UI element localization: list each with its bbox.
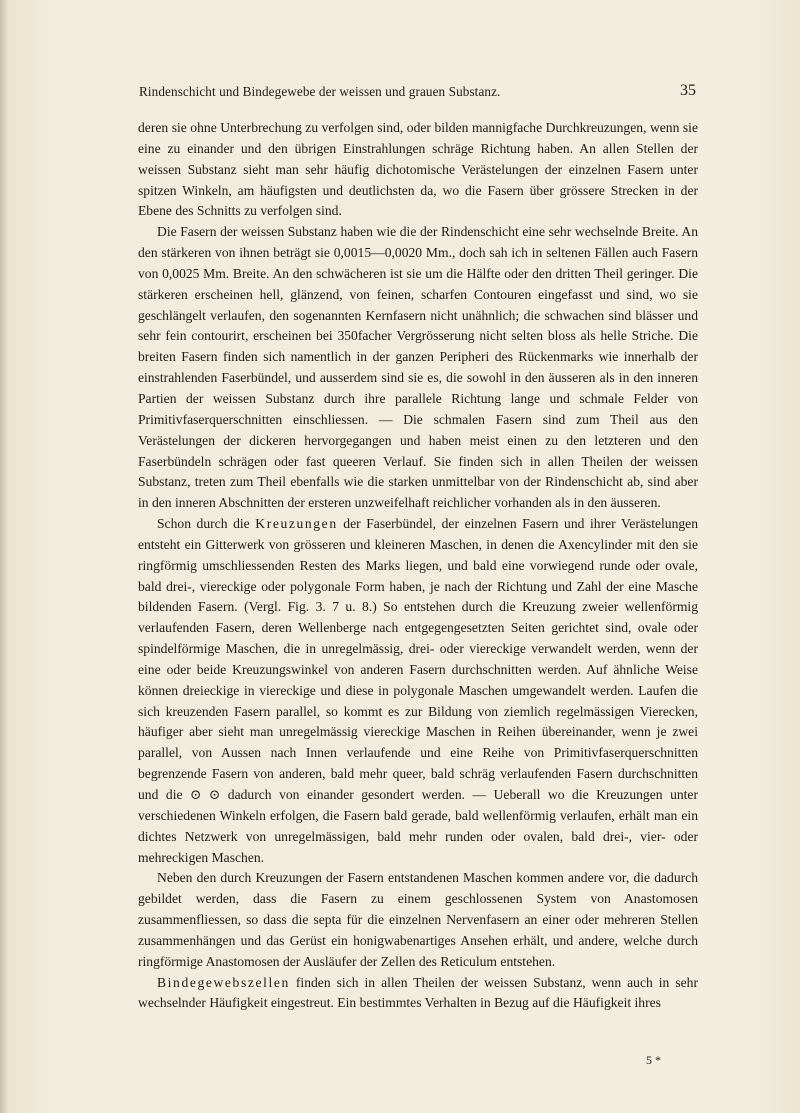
running-head: Rindenschicht und Bindegewebe der weissen und grauen Substanz. — [139, 84, 501, 99]
text-run: deren sie ohne Unterbrechung zu verfolgen sind, oder bilden mannigfache Durchkreuzungen, wenn sie eine zu einander und den übrigen Einstrahlungen schräge Richtung haben. An allen Stellen der weissen Substanz sieht man sehr häufig dichotomische Verästelungen der einzelnen Fasern unter spitzen Winkeln, am häufigsten und deutlichsten da, wo die Fasern über grössere Strecken in der Ebene des Schnitts zu verfolgen sind. — [138, 120, 698, 219]
body-text — [138, 118, 698, 1014]
paragraph — [138, 973, 698, 1015]
signature-mark: 5 * — [646, 1053, 661, 1067]
text-run: der Faserbündel, der einzelnen Fasern und ihrer Verästelungen entsteht ein Gitterwerk von grösseren und kleineren Maschen, in denen die Axencylinder mit den sie ringförmig umschliessenden Resten des Marks liegen, und bald eine vorwiegend runde oder ovale, bald drei-, viereckige oder polygonale Form haben, je nach der Richtung und Zahl der eine Masche bildenden Fasern. (Vergl. Fig. 3. 7 u. 8.) So entstehen durch die Kreuzung zweier wellenförmig verlaufenden Fasern, deren Wellenberge nach entgegengesetzten Seiten gerichtet sind, ovale oder spindelförmige Maschen, die in unregelmässig, drei- oder viereckige verwandelt werden, wenn der eine oder beide Kreuzungswinkel von anderen Fasern durchschnitten werden. Auf ähnliche Weise können dreieckige in viereckige und diese in polygonale Maschen umgewandelt werden. Laufen die sich kreuzenden Fasern parallel, so kommt es zur Bildung von ziemlich regelmässigen Vierecken, häufiger aber sieht man unregelmässig viereckige Maschen in Reihen übereinander, wenn je zwei parallel, von Aussen nach Innen verlaufende und eine Reihe von Primitivfaserquerschnitten begrenzende Fasern von anderen, bald mehr queer, bald schräg verlaufenden Fasern durchschnitten und die ⊙ ⊙ dadurch von einander gesondert werden. — Ueberall wo die Kreuzungen unter verschiedenen Winkeln erfolgen, die Fasern bald gerade, bald wellenförmig verlaufen, erhält man ein dichtes Netzwerk von unregelmässigen, bald mehr runden oder ovalen, bald drei-, vier- oder mehreckigen Maschen. — [138, 516, 698, 865]
spaced-emphasis: Kreuzungen — [255, 516, 338, 532]
spaced-emphasis: Bindegewebszellen — [157, 974, 290, 990]
text-run: Neben den durch Kreuzungen der Fasern entstandenen Maschen kommen andere vor, die dadurch gebildet werden, dass die Fasern zu einem geschlossenen System von Anastomosen zusammenfliessen, so dass die septa für die einzelnen Nervenfasern an einer oder mehreren Stellen zusammenhängen und das Gerüst ein honigwabenartiges Ansehen erhält, und andere, welche durch ringförmige Anastomosen der Ausläufer der Zellen des Reticulum entstehen. — [138, 870, 698, 969]
text-run: finden sich in allen Theilen der weissen Substanz, wenn auch in sehr wechselnder Häufigkeit eingestreut. Ein bestimmtes Verhalten in Bezug auf die Häufigkeit ihres — [138, 974, 698, 1011]
text-run: Schon durch die — [157, 516, 256, 532]
paragraph — [138, 868, 698, 972]
paragraph — [138, 514, 698, 868]
gutter-shadow — [0, 0, 8, 1113]
page-header — [139, 84, 696, 104]
page-number: 35 — [680, 82, 696, 99]
paragraph — [138, 118, 698, 222]
text-run: Die Fasern der weissen Substanz haben wie die der Rindenschicht eine sehr wechselnde Breite. An den stärkeren von ihnen beträgt sie 0,0015—0,0020 Mm., doch sah ich in seltenen Fällen auch Fasern von 0,0025 Mm. Breite. An den schwächeren ist sie um die Hälfte oder den dritten Theil geringer. Die stärkeren erscheinen hell, glänzend, von feinen, scharfen Contouren eingefasst und sind, wo sie geschlängelt verlaufen, den sogenannten Kernfasern nicht unähnlich; die schwachen sind blässer und sehr fein contourirt, erscheinen bei 350facher Vergrösserung nicht selten bloss als helle Striche. Die breiten Fasern finden sich namentlich in der ganzen Peripheri des Rückenmarks wie innerhalb der einstrahlenden Faserbündel, und ausserdem sind sie es, die sowohl in den äusseren als in den inneren Partien der weissen Substanz durch ihre parallele Richtung lange und schmale Felder von Primitivfaserquerschnitten einschliessen. — Die schmalen Fasern sind zum Theil aus den Verästelungen der dickeren hervorgegangen und haben meist einen zu den letzteren und den Faserbündeln schrägen oder fast queeren Verlauf. Sie finden sich in allen Theilen der weissen Substanz, treten zum Theil ebenfalls wie die starken unmittelbar von der Rindenschicht ab, sind aber in den inneren Abschnitten der ersteren unzweifelhaft reichlicher vorhanden als in den äusseren. — [138, 224, 698, 511]
paragraph — [138, 222, 698, 514]
